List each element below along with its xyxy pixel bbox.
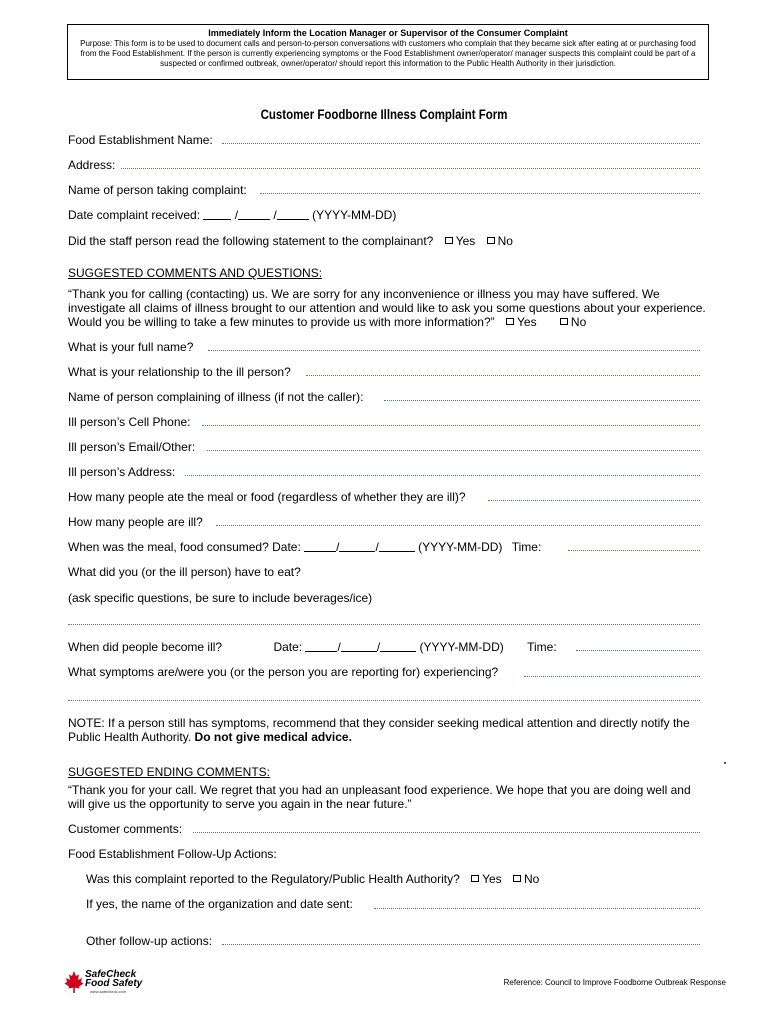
customer-comments-label: Customer comments: [68, 822, 183, 836]
meal-time-field[interactable] [568, 550, 700, 551]
reported-yes-label: Yes [482, 872, 502, 886]
symptoms-field[interactable] [524, 676, 700, 677]
section-suggested-comments: SUGGESTED COMMENTS AND QUESTIONS: [68, 266, 323, 280]
meal-time-label: Time: [511, 540, 542, 554]
meal-date-day[interactable] [379, 540, 415, 552]
form-title: Customer Foodborne Illness Complaint Form [260, 106, 508, 122]
org-date-label: If yes, the name of the organization and date sent: [86, 897, 353, 911]
ill-count-field[interactable] [216, 525, 700, 526]
establishment-label: Food Establishment Name: [68, 133, 213, 147]
full-name-field[interactable] [208, 350, 700, 351]
ill-date-month[interactable] [341, 640, 377, 652]
meal-when-label: When was the meal, food consumed? Date: [68, 540, 301, 554]
date-format-hint: (YYYY-MM-DD) [312, 208, 397, 222]
cell-field[interactable] [202, 425, 700, 426]
cell-label: Ill person’s Cell Phone: [68, 415, 191, 429]
purpose-notice-box [67, 24, 709, 80]
address-field[interactable] [121, 168, 700, 169]
date-received-month[interactable] [238, 208, 270, 220]
notice-body: Purpose: This form is to be used to document calls and person-to-person conversations with customers who complain that they became sick after eating at or purchasing food from the Food Establishment. If the person is currently experiencing symptoms or the Food Establishment owner/operator/ manager suspects this complaint could be part of a suspected or confirmed outbreak, owner/operator/ should report this information to the Public Health Authority in their jurisdiction. [80, 39, 696, 68]
address-label: Address: [68, 158, 116, 172]
ill-when-row: When did people become ill? Date: / / (YYYY-MM-DD) Time: [68, 640, 557, 654]
followup-actions-label: Food Establishment Follow-Up Actions: [68, 847, 277, 861]
ill-date-format: (YYYY-MM-DD) [419, 640, 504, 654]
email-label: Ill person’s Email/Other: [68, 440, 196, 454]
reported-no-checkbox[interactable] [513, 875, 521, 882]
symptoms-field-line-2[interactable] [68, 700, 700, 701]
meal-date-month[interactable] [339, 540, 375, 552]
reference-note: Reference: Council to Improve Foodborne Outbreak Response [503, 978, 726, 987]
relationship-field[interactable] [306, 375, 700, 376]
taker-label: Name of person taking complaint: [68, 183, 247, 197]
willing-no-checkbox[interactable] [560, 318, 568, 325]
other-actions-label: Other follow-up actions: [86, 934, 213, 948]
ill-time-label: Time: [527, 640, 557, 654]
safecheck-logo [64, 970, 144, 994]
email-field[interactable] [207, 450, 700, 451]
ask-specific-note: (ask specific questions, be sure to include beverages/ice) [68, 591, 373, 605]
reported-yes-checkbox[interactable] [471, 875, 479, 882]
ill-address-field[interactable] [185, 475, 700, 476]
ate-what-label: What did you (or the ill person) have to eat? [68, 565, 301, 579]
date-received-day[interactable] [277, 208, 309, 220]
maple-leaf-icon [64, 970, 84, 994]
ill-when-label: When did people become ill? [68, 640, 223, 654]
establishment-field[interactable] [222, 143, 700, 144]
reported-row [86, 872, 539, 886]
willing-yes-checkbox[interactable] [506, 318, 514, 325]
date-received-label: Date complaint received: [68, 208, 201, 222]
logo-url: www.safecheck.com [90, 989, 127, 994]
notice-title: Immediately Inform the Location Manager or Supervisor of the Consumer Complaint [208, 28, 568, 38]
ate-count-field[interactable] [488, 500, 700, 501]
logo-line-1: SafeCheck [85, 969, 137, 980]
meal-date-year[interactable] [304, 540, 336, 552]
ill-count-label: How many people are ill? [68, 515, 203, 529]
symptoms-label: What symptoms are/were you (or the person you are reporting for) experiencing? [68, 665, 499, 679]
reported-label: Was this complaint reported to the Regulatory/Public Health Authority? [86, 872, 460, 886]
taker-field[interactable] [260, 193, 700, 194]
ill-date-day[interactable] [380, 640, 416, 652]
read-no-checkbox[interactable] [487, 237, 495, 244]
willing-yes-label: Yes [517, 315, 537, 329]
ate-what-field[interactable] [68, 624, 700, 625]
section-ending-comments: SUGGESTED ENDING COMMENTS: [68, 765, 271, 779]
read-statement-label: Did the staff person read the following statement to the complainant? [68, 234, 434, 248]
org-date-field[interactable] [374, 908, 700, 909]
ill-address-label: Ill person’s Address: [68, 465, 176, 479]
customer-comments-field[interactable] [193, 832, 700, 833]
date-received-year[interactable] [203, 208, 231, 220]
reported-no-label: No [524, 872, 540, 886]
ate-count-label: How many people ate the meal or food (regardless of whether they are ill)? [68, 490, 466, 504]
willing-no-label: No [570, 315, 587, 329]
complainer-field[interactable] [384, 400, 700, 401]
date-received-row: Date complaint received: / / (YYYY-MM-DD) [68, 208, 397, 222]
ending-statement: “Thank you for your call. We regret that you had an unpleasant food experience. We hope that you are doing well and will give us the opportunity to serve you again in the near future.” [68, 783, 691, 811]
read-statement-row [68, 234, 513, 248]
read-yes-label: Yes [455, 234, 476, 248]
read-no-label: No [497, 234, 513, 248]
ill-time-field[interactable] [576, 650, 700, 651]
logo-line-2: Food Safety [85, 978, 143, 989]
ill-date-label: Date: [273, 640, 303, 654]
stray-mark [724, 762, 726, 764]
ill-date-year[interactable] [305, 640, 337, 652]
meal-date-row: When was the meal, food consumed? Date: / / (YYYY-MM-DD) Time: [68, 540, 542, 554]
meal-date-format: (YYYY-MM-DD) [418, 540, 503, 554]
note-text: NOTE: If a person still has symptoms, recommend that they consider seeking medical attention and directly notify the Public Health Authority. [68, 716, 690, 744]
other-actions-field[interactable] [222, 944, 700, 945]
complainer-label: Name of person complaining of illness (if not the caller): [68, 390, 364, 404]
note-bold: Do not give medical advice. [194, 730, 352, 744]
intro-text: “Thank you for calling (contacting) us. We are sorry for any inconvenience or illness you may have suffered. We investigate all claims of illness brought to our attention and would like to ask you some questions about your experience. Would you be willing to take a few minutes to provide us with more information?” [68, 287, 706, 329]
intro-statement [68, 287, 708, 329]
full-name-label: What is your full name? [68, 340, 194, 354]
relationship-label: What is your relationship to the ill person? [68, 365, 291, 379]
read-yes-checkbox[interactable] [445, 237, 453, 244]
medical-note [68, 716, 708, 744]
